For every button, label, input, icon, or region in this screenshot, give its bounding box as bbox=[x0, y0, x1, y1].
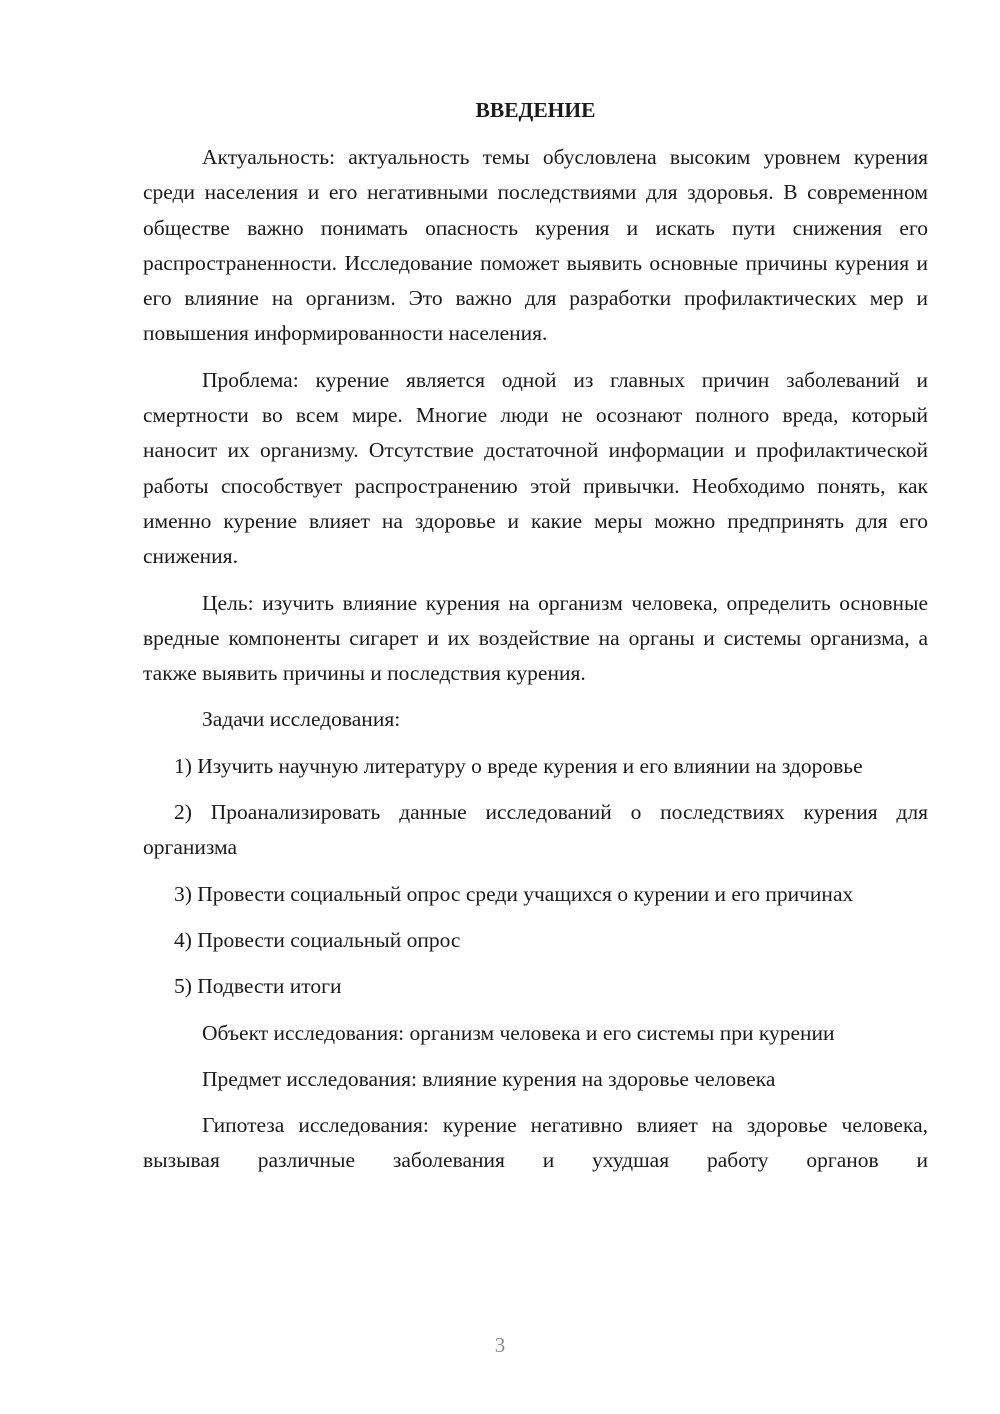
paragraph-object: Объект исследования: организм человека и его системы при курении bbox=[202, 1020, 835, 1045]
paragraph-hypothesis: Гипотеза исследования: курение негативно влияет на здоровье человека, вызывая различные заболевания и ухудшая работу органов и bbox=[143, 1113, 928, 1173]
paragraph-subject: Предмет исследования: влияние курения на здоровье человека bbox=[202, 1066, 776, 1091]
task-item-5: 5) Подвести итоги bbox=[174, 974, 342, 999]
task-item-2: 2) Проанализировать данные исследований о последствиях курения для организма bbox=[143, 800, 928, 860]
paragraph-goal: Цель: изучить влияние курения на организм человека, определить основные вредные компоненты сигарет и их воздействие на органы и системы организма, а также выявить причины и последствия курения. bbox=[143, 590, 928, 686]
paragraph-relevance: Актуальность: актуальность темы обусловлена высоким уровнем курения среди населения и его негативными последствиями для здоровья. В современном обществе важно понимать опасность курения и искать пути снижения его распространенности. Исследование поможет выявить основные причины курения и его влияние на организм. Это важно для разработки профилактических мер и повышения информированности населения. bbox=[143, 145, 928, 346]
page-number: 3 bbox=[494, 1333, 506, 1357]
tasks-heading: Задачи исследования: bbox=[202, 707, 401, 732]
task-item-4: 4) Провести социальный опрос bbox=[174, 927, 461, 952]
paragraph-problem: Проблема: курение является одной из главных причин заболеваний и смертности во всем мире. Многие люди не осознают полного вреда, который наносит их организму. Отсутствие достаточной информации и профилактической работы способствует распространению этой привычки. Необходимо понять, как именно курение влияет на здоровье и какие меры можно предпринять для его снижения. bbox=[143, 367, 928, 569]
task-item-3: 3) Провести социальный опрос среди учащихся о курении и его причинах bbox=[174, 881, 854, 906]
document-title: ВВЕДЕНИЕ bbox=[475, 98, 596, 122]
document-page bbox=[143, 93, 928, 1179]
task-item-1: 1) Изучить научную литературу о вреде курения и его влиянии на здоровье bbox=[174, 753, 863, 778]
